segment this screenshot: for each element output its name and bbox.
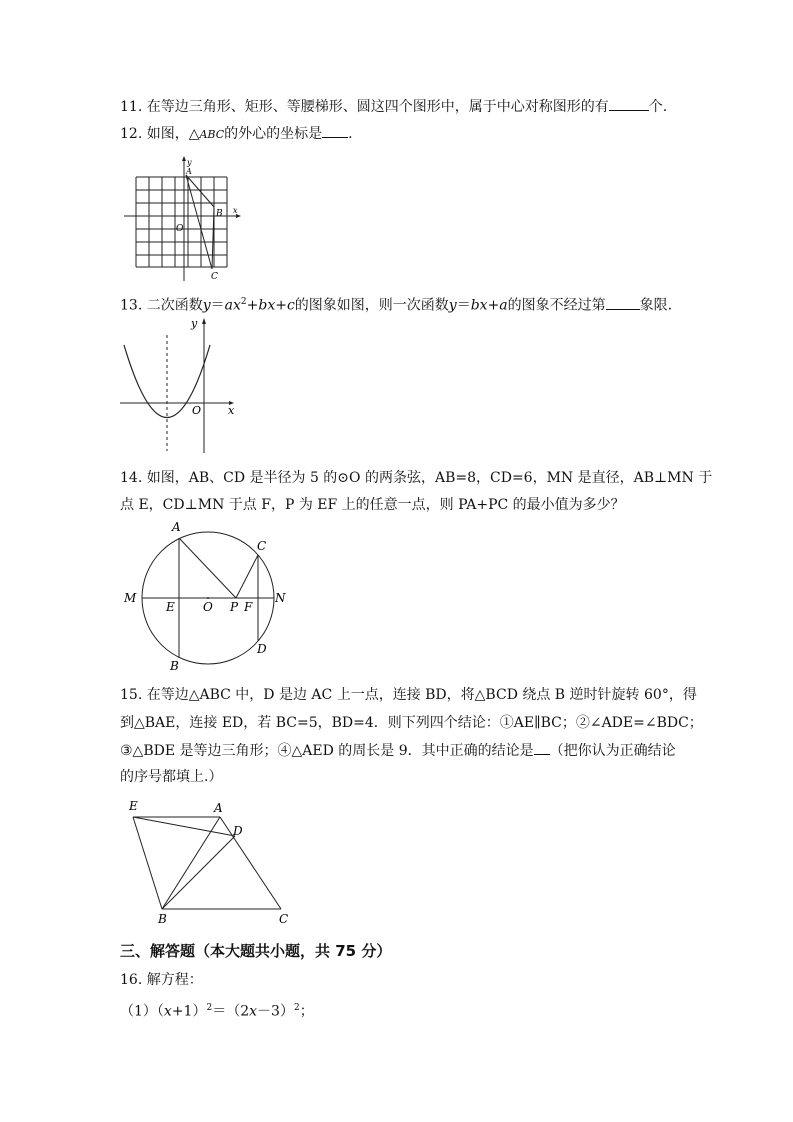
q12-triangle-var: ABC: [199, 128, 225, 141]
q13-eq2: ＝: [456, 297, 471, 314]
q13-y2: y: [448, 297, 457, 314]
q14-label-p: P: [230, 600, 239, 614]
question-15-line3: [120, 740, 680, 761]
q12-label-b: B: [216, 209, 223, 219]
question-16-part1: [120, 998, 680, 1022]
q12-label-x: x: [233, 206, 238, 215]
q14-label-d: D: [257, 642, 267, 656]
question-15-line1: 15. 在等边△ABC 中，D 是边 AC 上一点，连接 BD，将△BCD 绕点 B 逆时针旋转 60°，得: [120, 687, 697, 703]
q14-label-e: E: [166, 600, 175, 614]
q16-p1-c: ＝（2: [212, 1003, 250, 1020]
question-16-title: 16. 解方程：: [120, 972, 203, 988]
q13-tail: 的图象不经过第: [507, 297, 606, 314]
q13-label-x: x: [228, 404, 235, 417]
q13-ax: ax: [224, 297, 241, 314]
q13-label-o: O: [192, 404, 202, 417]
q13-y: y: [202, 297, 211, 314]
section-3-title: 三、解答题（本大题共小题，共 75 分）: [120, 942, 392, 960]
q12-answer-blank[interactable]: [322, 123, 348, 138]
q15-label-d: D: [233, 824, 243, 838]
q12-text-end: .: [348, 126, 353, 142]
q13-end: 象限.: [639, 297, 673, 314]
q16-p1-a: （1）（: [120, 1003, 164, 1020]
q13-lead: 13. 二次函数: [120, 297, 203, 314]
q12-text: 12. 如图，△: [120, 126, 200, 142]
question-15-line4: 的序号都填上.）: [120, 769, 223, 785]
q16-x1: x: [163, 1003, 172, 1020]
q15-label-c: C: [279, 912, 289, 926]
q12-label-a: A: [186, 167, 192, 176]
q15-line3-end: （把你认为正确结论: [549, 743, 676, 759]
q15-label-a: A: [214, 801, 223, 815]
q13-eq1: ＝: [210, 297, 225, 314]
q16-x2: x: [249, 1003, 258, 1020]
q14-label-m: M: [124, 591, 137, 605]
q13-label-y: y: [191, 317, 198, 330]
q13-rest1: +bx+c: [246, 297, 295, 314]
q14-label-n: N: [275, 591, 286, 605]
q16-p1-d: －3）: [257, 1003, 294, 1020]
question-15-line2: 到△BAE，连接 ED，若 BC=5，BD=4．则下列四个结论：①AE∥BC；②∠ADE=∠BDC；: [120, 715, 703, 731]
q16-exp2: 2: [293, 1003, 300, 1013]
question-14-line1: 14. 如图，AB、CD 是半径为 5 的⊙O 的两条弦，AB=8，CD=6，MN 是直径，AB⊥MN 于: [120, 470, 713, 486]
q14-segment-pc: [236, 555, 258, 598]
question-12: [120, 123, 680, 145]
q14-label-a: A: [172, 520, 181, 534]
q15-answer-blank[interactable]: [534, 740, 550, 755]
q14-circle-figure: [120, 520, 290, 673]
q14-segment-pa: [179, 538, 236, 598]
q11-text-end: 个.: [648, 99, 668, 115]
q12-grid-figure: [120, 155, 250, 285]
q14-label-b: B: [170, 659, 179, 673]
q13-mid: 的图象如图，则一次函数: [294, 297, 449, 314]
question-14-line2: 点 E，CD⊥MN 于点 F，P 为 EF 上的任意一点，则 PA+PC 的最小值为多少？: [120, 497, 625, 513]
q13-parabola-figure: [115, 315, 255, 455]
q11-text: 11. 在等边三角形、矩形、等腰梯形、圆这四个图形中，属于中心对称图形的有: [120, 99, 609, 115]
q11-answer-blank[interactable]: [609, 96, 649, 111]
q16-p1-e: ；: [299, 1003, 314, 1020]
q13-rest2: bx+a: [470, 297, 508, 314]
question-13: [120, 292, 680, 316]
q16-p1-b: +1）: [171, 1003, 207, 1020]
q12-label-y: y: [187, 158, 192, 167]
question-11: [120, 96, 680, 117]
q14-label-o: O: [203, 600, 213, 614]
q14-label-f: F: [244, 600, 253, 614]
q14-label-c: C: [257, 539, 267, 553]
q16-exp1: 2: [206, 1003, 213, 1013]
q15-triangle-figure: [125, 798, 315, 928]
q13-exp: 2: [240, 297, 247, 307]
q12-text-mid: 的外心的坐标是: [224, 126, 323, 142]
q15-label-e: E: [129, 799, 138, 813]
q12-label-c: C: [211, 272, 218, 282]
q13-answer-blank[interactable]: [606, 295, 640, 310]
q12-label-o: O: [176, 224, 184, 234]
q15-line3-text: ③△BDE 是等边三角形；④△AED 的周长是 9．其中正确的结论是: [120, 743, 534, 759]
q15-label-b: B: [158, 912, 167, 926]
